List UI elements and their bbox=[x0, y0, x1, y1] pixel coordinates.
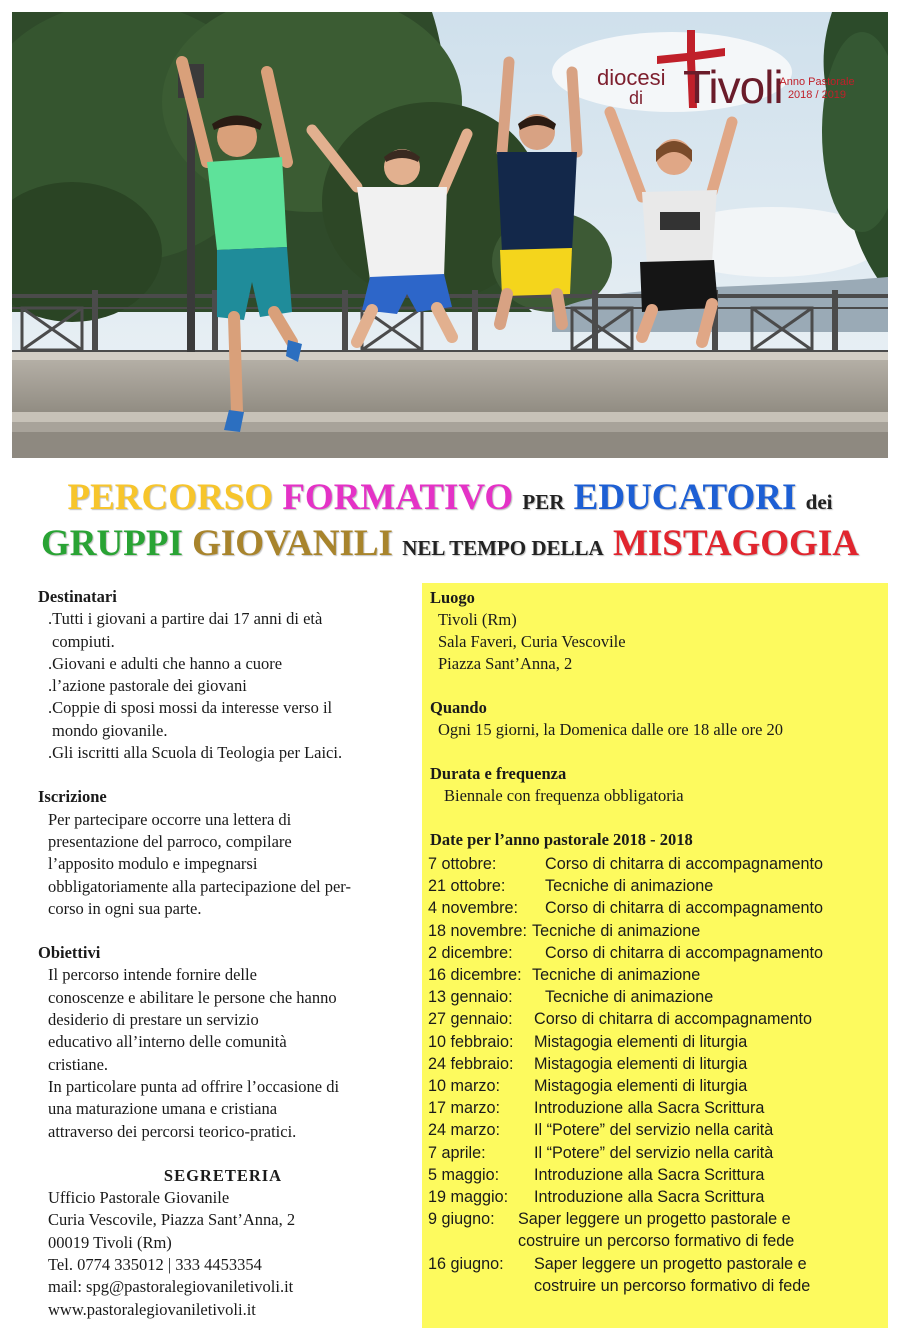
date-list bbox=[428, 853, 888, 1297]
obiettivi-line: Il percorso intende fornire delle bbox=[48, 965, 257, 985]
logo-tivoli-text: Tivoli bbox=[683, 61, 783, 113]
luogo-line: Sala Faveri, Curia Vescovile bbox=[438, 632, 626, 651]
date-row: 21 ottobre: Tecniche di animazione bbox=[428, 877, 714, 896]
destinatari-line: .Tutti i giovani a partire dai 17 anni di età bbox=[48, 609, 323, 629]
date-row: 4 novembre: Corso di chitarra di accompagnamento bbox=[428, 899, 824, 918]
date-row: 19 maggio: Introduzione alla Sacra Scrittura bbox=[428, 1188, 765, 1207]
page-title-line-2 bbox=[0, 522, 900, 565]
title-word-per: PER bbox=[522, 490, 565, 514]
date-row: 7 aprile: Il “Potere” del servizio nella carità bbox=[428, 1143, 774, 1162]
title-word-gruppi: GRUPPI bbox=[41, 523, 183, 564]
left-column bbox=[38, 586, 408, 1321]
title-word-formativo: FORMATIVO bbox=[282, 477, 514, 518]
title-word-mistagogia: MISTAGOGIA bbox=[612, 523, 859, 564]
destinatari-line: mondo giovanile. bbox=[52, 720, 168, 740]
logo-diocesi-text: diocesi di bbox=[597, 65, 666, 108]
date-row: 24 febbraio: Mistagogia elementi di liturgia bbox=[428, 1054, 748, 1073]
date-row: 5 maggio: Introduzione alla Sacra Scrittura bbox=[428, 1165, 765, 1184]
segreteria-heading: SEGRETERIA bbox=[163, 1165, 283, 1185]
obiettivi-line: cristiane. bbox=[48, 1054, 109, 1074]
title-word-percorso: PERCORSO bbox=[67, 477, 274, 518]
luogo-line: Piazza Sant’Anna, 2 bbox=[438, 654, 573, 673]
destinatari-line: compiuti. bbox=[52, 631, 115, 651]
date-row: 10 marzo: Mistagogia elementi di liturgia bbox=[428, 1077, 748, 1096]
destinatari-line: .Coppie di sposi mossi da interesse verso il bbox=[48, 698, 333, 718]
segreteria-line: Curia Vescovile, Piazza Sant’Anna, 2 bbox=[48, 1210, 296, 1230]
iscrizione-line: presentazione del parroco, compilare bbox=[48, 831, 292, 851]
date-heading: Date per l’anno pastorale 2018 - 2018 bbox=[430, 830, 693, 849]
quando-text: Ogni 15 giorni, la Domenica dalle ore 18 alle ore 20 bbox=[438, 720, 784, 739]
iscrizione-line: obbligatoriamente alla partecipazione del per- bbox=[48, 876, 351, 896]
iscrizione-line: corso in ogni sua parte. bbox=[48, 898, 202, 918]
durata-text: Biennale con frequenza obbligatoria bbox=[444, 786, 684, 805]
obiettivi-line: una maturazione umana e cristiana bbox=[48, 1099, 278, 1119]
date-row: 17 marzo: Introduzione alla Sacra Scrittura bbox=[428, 1099, 765, 1118]
destinatari-line: .Giovani e adulti che hanno a cuore bbox=[48, 653, 283, 673]
page-title-line-1 bbox=[0, 476, 900, 519]
title-word-nel-tempo: NEL TEMPO DELLA bbox=[402, 536, 604, 560]
segreteria-email[interactable]: mail: spg@pastoralegiovaniletivoli.it bbox=[48, 1277, 294, 1297]
iscrizione-line: l’apposito modulo e impegnarsi bbox=[48, 854, 258, 874]
date-row: 10 febbraio: Mistagogia elementi di liturgia bbox=[428, 1032, 748, 1051]
destinatari-line: .Gli iscritti alla Scuola di Teologia per Laici. bbox=[48, 743, 343, 763]
date-row: 13 gennaio: Tecniche di animazione bbox=[428, 988, 714, 1007]
quando-heading: Quando bbox=[430, 698, 487, 717]
date-row: 9 giugno: Saper leggere un progetto pastorale e costruire un percorso formativo di fede bbox=[428, 1210, 795, 1251]
obiettivi-line: educativo all’interno delle comunità bbox=[48, 1032, 287, 1052]
obiettivi-line: In particolare punta ad offrire l’occasione di bbox=[48, 1076, 340, 1096]
date-row: 7 ottobre: Corso di chitarra di accompagnamento bbox=[428, 855, 824, 873]
date-row: 2 dicembre: Corso di chitarra di accompagnamento bbox=[428, 943, 824, 962]
date-row: 27 gennaio: Corso di chitarra di accompagnamento bbox=[428, 1010, 813, 1029]
obiettivi-heading: Obiettivi bbox=[38, 943, 101, 963]
segreteria-line: 00019 Tivoli (Rm) bbox=[48, 1232, 172, 1252]
segreteria-website[interactable]: www.pastoralegiovaniletivoli.it bbox=[48, 1299, 256, 1319]
iscrizione-line: Per partecipare occorre una lettera di bbox=[48, 809, 292, 829]
date-row: 16 dicembre: Tecniche di animazione bbox=[428, 966, 701, 985]
obiettivi-line: conoscenze e abilitare le persone che hanno bbox=[48, 987, 337, 1007]
title-word-giovanili: GIOVANILI bbox=[192, 523, 393, 564]
title-word-dei: dei bbox=[805, 490, 833, 514]
luogo-line: Tivoli (Rm) bbox=[438, 610, 517, 629]
obiettivi-line: attraverso dei percorsi teorico-pratici. bbox=[48, 1121, 297, 1141]
date-row: 16 giugno: Saper leggere un progetto pastorale e costruire un percorso formativo di fede bbox=[428, 1254, 811, 1295]
title-word-educatori: EDUCATORI bbox=[573, 477, 797, 518]
info-panel bbox=[422, 583, 888, 1328]
segreteria-line: Ufficio Pastorale Giovanile bbox=[48, 1188, 230, 1208]
durata-heading: Durata e frequenza bbox=[430, 764, 567, 783]
header-photo bbox=[12, 12, 888, 458]
obiettivi-line: desiderio di prestare un servizio bbox=[48, 1010, 259, 1030]
destinatari-heading: Destinatari bbox=[38, 587, 117, 606]
destinatari-line: .l’azione pastorale dei giovani bbox=[48, 676, 247, 696]
iscrizione-heading: Iscrizione bbox=[38, 787, 107, 807]
segreteria-phone: Tel. 0774 335012 | 333 4453354 bbox=[48, 1255, 262, 1275]
diocesi-logo bbox=[587, 30, 887, 120]
date-row: 24 marzo: Il “Potere” del servizio nella carità bbox=[428, 1121, 774, 1140]
luogo-heading: Luogo bbox=[430, 588, 475, 607]
date-row: 18 novembre: Tecniche di animazione bbox=[428, 921, 701, 940]
logo-year: Anno Pastorale 2018 / 2019 bbox=[779, 76, 855, 101]
